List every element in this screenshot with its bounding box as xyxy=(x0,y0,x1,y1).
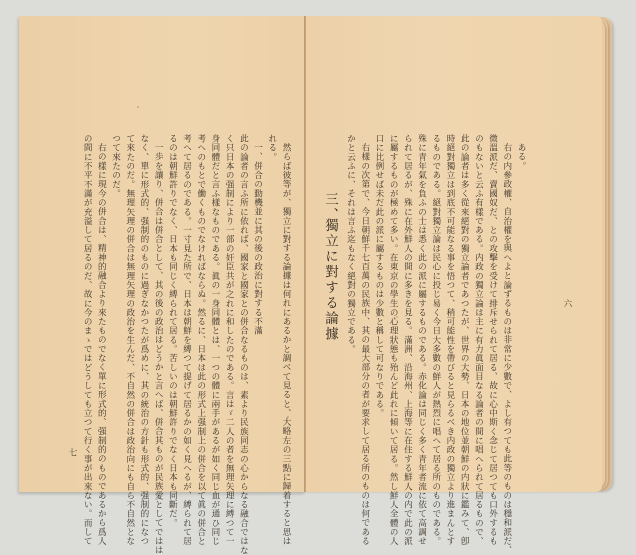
text-column: 右の内參政權、自治權を與へよと論ずるものは非常に少數で、よし有つても此等のものは穩和派だ、 xyxy=(501,142,512,555)
text-column: て來たのだ。無理矢理の併合は無理矢理の政治を生んだ、不自然の併合は政治向にも自ら不自然とな xyxy=(124,134,135,546)
text-column: のもないと云ふ有樣である。内政の獨立論は主に有力眞面目なる論者の間に唱へられて居るもので、 xyxy=(473,134,484,546)
text-column: 時絕對獨立は到底不可能なる事を悟つて、稍可能性を帶びると見らるべき内政の獨立より進まんとす xyxy=(444,134,455,546)
left-page-body xyxy=(80,134,293,555)
paper-speck xyxy=(396,316,398,318)
text-column: の間に不平不滿が充溢して居るのだ、故に今のまゝではどうしても立つて行く事が出來ない。而して xyxy=(82,134,93,546)
text-column: 考へのもとで働くものでなければならぬ。然るに、日本は此の形式上强制上の併合を以て眞の併合と xyxy=(195,134,206,546)
page-number: 六 xyxy=(562,299,572,308)
text-column: られて居るが、殊に在外鮮人の間に多きを見る。滿洲、沿海州、上海等に在住する鮮人の内で此の派 xyxy=(402,134,413,546)
paper-speck xyxy=(287,416,289,418)
text-column: るのは朝鮮許りでなく、日本も同じく縛られて居る。苦しいのは朝鮮許りでなく日本も同斷だ。 xyxy=(167,134,178,528)
section-heading xyxy=(308,192,348,392)
text-column: 身同體だと言ふ樣なものである。眞の一身同體とは、一つの體に兩手があるが如く同じ血が通ひ同じ xyxy=(209,134,220,546)
text-column: 右の樣に現今の併合は、精神的融合より來たものでなく單に形式的、强制的のものであるから爲人 xyxy=(96,142,107,546)
text-column: 口に比例せば未だ此の派に屬するものは少數と稱して可なりである。 xyxy=(373,134,384,418)
text-column: 微溫派だ、賣國奴だ、との攻擊を受けて排斥せられて居る、故に心中斯く念じて居つても口外するも xyxy=(487,134,498,546)
text-column: つて來たのだ。 xyxy=(110,134,121,199)
text-column: に屬するものが極めて多い。在東京の學生の心理狀態も殆んど此れに傾いて居る。然し鮮人全體の人 xyxy=(388,134,399,546)
text-column: 然らば彼等が、獨立に對する論據は何れにあるかと調べて見ると、大略左の三點に歸着すると思は xyxy=(281,142,291,546)
right-page xyxy=(306,16,602,555)
paper-speck xyxy=(137,106,139,108)
text-column: 右樣の次第で、今日朝鮮千七百萬の民族中、其の最大部分の者が要求して居る所のものは何である xyxy=(359,142,370,546)
text-column: 考へて居るのである。一寸見た所で、日本は朝鮮を縛つて提げて居るかの如く見へるが、縛られて居 xyxy=(181,134,192,546)
text-column: れる。 xyxy=(266,134,277,162)
text-column: 殊に青年氣を負ふの士は悉く此の派に屬するものである。赤化論は同じく多く青年者流に依て高調せ xyxy=(416,134,427,546)
text-column: 此の論者の言ふ所に依れば、國家と國家との併合なるものは、素より民族同志の心からなる融合ではな xyxy=(238,134,249,555)
right-page-body xyxy=(343,134,528,555)
text-column: るものである。絕對獨立論は民心に投じ易く今日大多數の鮮人が熱烈に唱へて居る所のものである。 xyxy=(430,134,441,546)
section-number: 三、 xyxy=(322,192,338,223)
text-column: なく、單に形式的、强制的のものに過ぎなかつたが爲めに、其の統治の方針も形式的、强制的になつ xyxy=(138,134,149,546)
left-page xyxy=(19,16,305,555)
text-column: かと云ふに、それは言ふ迄もなく絕對の獨立である。 xyxy=(345,134,356,354)
text-column: く只日本の强制により一部の奸臣共が之れに和したのである。言はゞ二人の者を無理矢理に縛つて一 xyxy=(224,134,235,546)
subsection-heading: 一、併合の動機並に其の後の政治に對する不滿 xyxy=(252,142,263,335)
text-column: 此の論者は多く從來絕對の獨立論者であつたが、世界の大勢、日本の地位並朝鮮の内狀に鑑みて、卽 xyxy=(459,134,470,546)
text-column: 一歩を讓り、併合は併合として、其の後の政治はどうかと言へば、併合其ものが民族愛としてではは xyxy=(153,142,164,555)
page-number: 七 xyxy=(67,448,77,457)
section-title: 獨立に對する論據 xyxy=(322,218,338,342)
text-column: ある。 xyxy=(516,142,526,171)
